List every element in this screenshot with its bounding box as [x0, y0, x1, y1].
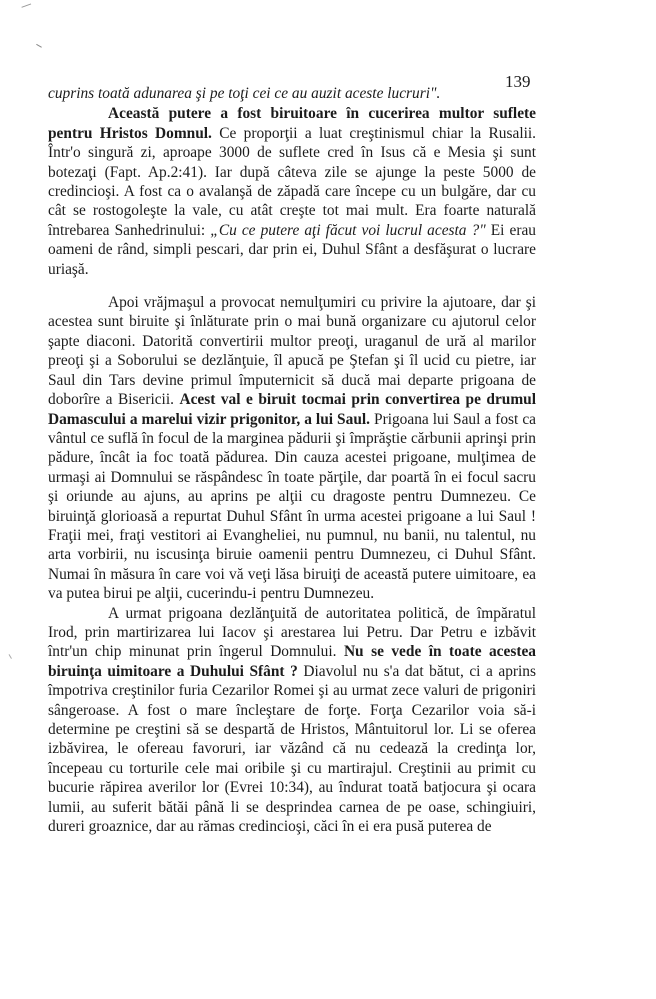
paragraph [48, 604, 536, 837]
text-run: Acest val e biruit tocmai prin convertirea pe drumul Damascului a marelui vizir prigonitor, a lui Saul. [48, 391, 537, 428]
scan-speck [21, 3, 32, 11]
text-run: Ce proporţii a luat creştinismul chiar la Rusalii. Într'o singură zi, aproape 3000 de suflete cred în Isus că e Mesia şi sunt botezaţi (Fapt. Ap.2:41). Iar după câteva zile se ajunge la peste 5000 de credincioşi. A fost ca o avalanşă de zăpadă care începe cu un bulgăre, dar cu cât se rostogoleşte la vale, cu atât creşte tot mai mult. Era foarte naturală întrebarea Sanhedrinului: [48, 124, 536, 239]
text-run: Prigoana lui Saul a fost ca vântul ce suflă în focul de la marginea pădurii şi împrăştie cărbunii aprinşi prin pădure, încât ia foc toată pădurea. Din cauza acestei prigoane, mulţimea de urmaşi ai Domnului se răspândesc în toate părţile, dar poartă în ei focul sacru şi oriunde au ajuns, au aprins pe alţii cu dragoste pentru Dumnezeu. Ce biruinţă glorioasă a repurtat Duhul Sfânt în urma acestei prigoane a lui Saul ! Fraţii mei, fraţi vestitori ai Evangheliei, nu pumnul, nu banii, nu talentul, nu arta vorbirii, nu iscusinţa biruie oamenii pentru Dumnezeu, ci Duhul Sfânt. Numai în măsura în care voi vă veţi lăsa biruiţi de această putere uimitoare, ea va putea birui pe alţii, cucerindu-i pentru Dumnezeu. [48, 410, 537, 603]
scan-speck [5, 654, 12, 661]
page-number: 139 [505, 72, 531, 91]
text-run: Această putere a fost biruitoare în cucerirea multor suflete pentru Hristos Domnul. [48, 105, 536, 142]
body-text [48, 84, 536, 836]
text-run: Apoi vrăjmaşul a provocat nemulţumiri cu privire la ajutoare, dar şi acestea sunt biruite şi înlăturate prin o mai bună organizare cu ajutorul celor şapte diaconi. Datorită convertirii multor preoţi, uraganul de ură al marilor preoţi şi a Soborului se dezlănţuie, îl apucă pe Ştefan şi îl ucid cu pietre, iar Saul din Tars devine primul împuternicit să ducă mai departe prigoana de doborîre a Bisericii. [48, 294, 536, 409]
paragraph [48, 104, 536, 279]
text-run: A urmat prigoana dezlănţuită de autoritatea politică, de împăratul Irod, prin martirizarea lui Iacov şi arestarea lui Petru. Dar Petru e izbăvit într'un chip minunat prin îngerul Domnului. [48, 604, 536, 661]
paragraph [48, 293, 536, 604]
text-run: cuprins toată adunarea şi pe toţi cei ce au auzit aceste lucruri". [48, 85, 441, 102]
paragraph [48, 84, 536, 103]
scan-speck [34, 44, 42, 51]
text-run: Diavolul nu s'a dat bătut, ci a aprins împotriva creştinilor furia Cezarilor Romei şi au urmat zece valuri de prigoniri sângeroase. A fost o mare încleştare de forţe. Forţa Cezarilor voia să-i determine pe creştini să se despartă de Hristos, Mântuitorul lor. Li se oferea izbăvirea, le ofereau favoruri, iar văzând că nu cedează la credinţa lor, începeau cu torturile cele mai oribile şi cu martirajul. Creştinii au primit cu bucurie răpirea averilor lor (Evrei 10:34), au îndurat toată batjocura şi ocara lumii, au suferit bătăi până li se desprindea carnea de pe oase, schingiuiri, dureri groaznice, dar au rămas credincioşi, căci în ei era pusă puterea de [48, 662, 536, 836]
text-run: „Cu ce putere aţi făcut voi lucrul acesta ?" [210, 221, 486, 239]
text-run: Ei erau oameni de rând, simpli pescari, dar prin ei, Duhul Sfânt a desfăşurat o lucrare uriaşă. [48, 221, 536, 278]
text-run: Nu se vede în toate acestea biruinţa uimitoare a Duhului Sfânt ? [48, 643, 536, 680]
